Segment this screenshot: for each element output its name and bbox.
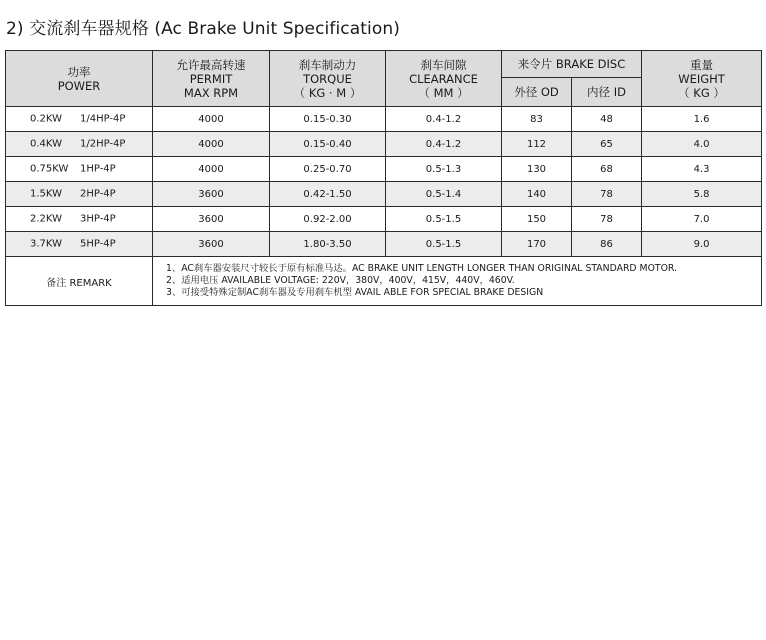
disc-od-cell: 140: [502, 182, 572, 207]
weight-cell: 4.3: [642, 157, 762, 182]
power-kw: 3.7KW: [30, 238, 62, 250]
power-cell: [6, 107, 153, 132]
torque-cell: 0.42-1.50: [270, 182, 386, 207]
header-power: 功率 POWER: [6, 51, 153, 107]
clearance-cell: 0.5-1.5: [386, 232, 502, 257]
weight-cell: 4.0: [642, 132, 762, 157]
remark-label: 备注 REMARK: [6, 257, 153, 306]
table-row: [6, 182, 762, 207]
power-cell: [6, 207, 153, 232]
brake-spec-table: [5, 50, 762, 306]
disc-od-cell: 150: [502, 207, 572, 232]
rpm-cell: 3600: [153, 232, 270, 257]
header-clearance: 刹车间隙 CLEARANCE （ MM ）: [386, 51, 502, 107]
weight-cell: 9.0: [642, 232, 762, 257]
page-title: 2) 交流刹车器规格 (Ac Brake Unit Specification): [6, 19, 400, 39]
disc-id-cell: 65: [572, 132, 642, 157]
power-kw: 0.75KW: [30, 163, 69, 175]
power-hp: 2HP-4P: [80, 188, 116, 200]
power-cell: [6, 182, 153, 207]
rpm-cell: 4000: [153, 157, 270, 182]
header-disc-id: 内径 ID: [572, 78, 642, 107]
power-hp: 1HP-4P: [80, 163, 116, 175]
disc-od-cell: 170: [502, 232, 572, 257]
power-cell: [6, 157, 153, 182]
header-disc-od: 外径 OD: [502, 78, 572, 107]
clearance-cell: 0.4-1.2: [386, 132, 502, 157]
disc-od-cell: 130: [502, 157, 572, 182]
torque-cell: 1.80-3.50: [270, 232, 386, 257]
clearance-cell: 0.4-1.2: [386, 107, 502, 132]
torque-cell: 0.15-0.40: [270, 132, 386, 157]
remark-note: 2、适用电压 AVAILABLE VOLTAGE: 220V，380V，400V，415V，440V，460V.: [166, 275, 515, 286]
power-kw: 1.5KW: [30, 188, 62, 200]
rpm-cell: 4000: [153, 107, 270, 132]
disc-id-cell: 78: [572, 182, 642, 207]
disc-id-cell: 48: [572, 107, 642, 132]
table-row: [6, 107, 762, 132]
power-cell: [6, 132, 153, 157]
remark-row: [6, 257, 762, 306]
clearance-cell: 0.5-1.4: [386, 182, 502, 207]
weight-cell: 1.6: [642, 107, 762, 132]
header-brake-disc: 来令片 BRAKE DISC: [502, 51, 642, 78]
power-hp: 1/2HP-4P: [80, 138, 126, 150]
power-kw: 0.2KW: [30, 113, 62, 125]
disc-od-cell: 83: [502, 107, 572, 132]
remark-note: 3、可接受特殊定制AC刹车器及专用刹车机型 AVAIL ABLE FOR SPECIAL BRAKE DESIGN: [166, 287, 544, 298]
rpm-cell: 4000: [153, 132, 270, 157]
weight-cell: 5.8: [642, 182, 762, 207]
weight-cell: 7.0: [642, 207, 762, 232]
clearance-cell: 0.5-1.3: [386, 157, 502, 182]
disc-id-cell: 68: [572, 157, 642, 182]
header-torque: 刹车制动力 TORQUE （ KG · M ）: [270, 51, 386, 107]
power-cell: [6, 232, 153, 257]
disc-od-cell: 112: [502, 132, 572, 157]
table-row: [6, 232, 762, 257]
torque-cell: 0.92-2.00: [270, 207, 386, 232]
power-kw: 2.2KW: [30, 213, 62, 225]
clearance-cell: 0.5-1.5: [386, 207, 502, 232]
disc-id-cell: 86: [572, 232, 642, 257]
rpm-cell: 3600: [153, 182, 270, 207]
power-kw: 0.4KW: [30, 138, 62, 150]
header-weight: 重量 WEIGHT （ KG ）: [642, 51, 762, 107]
power-hp: 1/4HP-4P: [80, 113, 126, 125]
power-hp: 3HP-4P: [80, 213, 116, 225]
disc-id-cell: 78: [572, 207, 642, 232]
header-permit-max-rpm: 允许最高转速 PERMIT MAX RPM: [153, 51, 270, 107]
table-row: [6, 157, 762, 182]
power-hp: 5HP-4P: [80, 238, 116, 250]
table-row: [6, 207, 762, 232]
remark-note: 1、AC刹车器安装尺寸较长于原有标准马达。AC BRAKE UNIT LENGTH LONGER THAN ORIGINAL STANDARD MOTOR.: [166, 263, 677, 274]
remark-notes: [153, 257, 762, 306]
table-row: [6, 132, 762, 157]
torque-cell: 0.15-0.30: [270, 107, 386, 132]
rpm-cell: 3600: [153, 207, 270, 232]
torque-cell: 0.25-0.70: [270, 157, 386, 182]
